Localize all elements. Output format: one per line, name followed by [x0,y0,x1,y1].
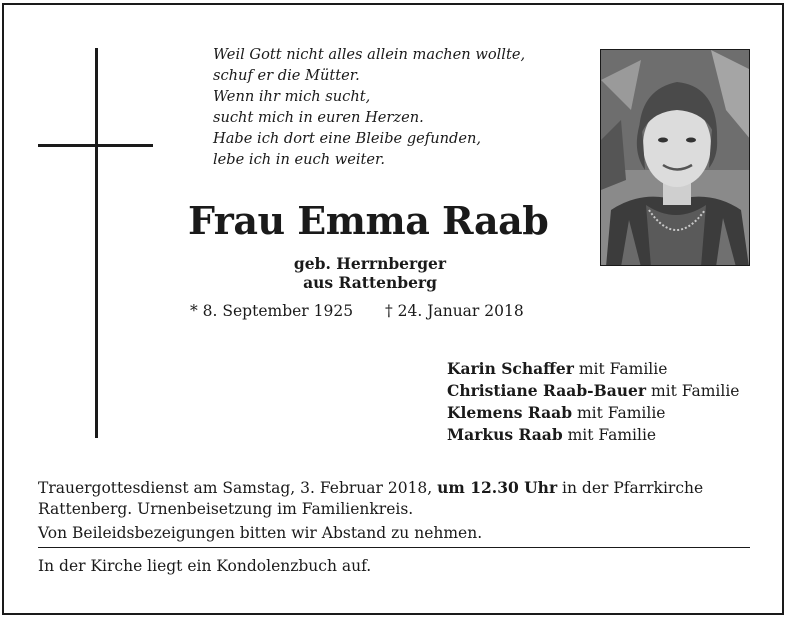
mourner-row [447,380,739,402]
origin: aus Rattenberg [303,273,437,292]
mourners-list [447,358,739,446]
mourner-row [447,358,739,380]
poem [213,44,593,170]
poem-line: Weil Gott nicht alles allein machen wollte, [213,46,526,63]
mourner-name: Klemens Raab [447,403,573,422]
cross-icon-vertical [95,48,98,438]
poem-line: schuf er die Mütter. [213,67,360,84]
mourner-name: Karin Schaffer [447,359,574,378]
cross-icon-horizontal [38,144,153,147]
mourner-name: Christiane Raab-Bauer [447,381,647,400]
divider [38,547,750,548]
poem-line: sucht mich in euren Herzen. [213,109,424,126]
service-text: Trauergottesdienst am Samstag, 3. Februar 2018, [38,479,438,497]
service-text: in der Pfarrkirche Rattenberg. Urnenbeisetzung im Familienkreis. [38,479,704,518]
mourner-suffix: mit Familie [562,426,657,444]
mourner-row [447,424,739,446]
condolence-request: Von Beileidsbezeigungen bitten wir Abstand zu nehmen. [38,524,483,542]
death-date: † 24. Januar 2018 [385,302,524,320]
service-details [38,477,758,520]
mourner-row [447,402,739,424]
condolence-book-note: In der Kirche liegt ein Kondolenzbuch auf. [38,557,372,575]
service-time: um 12.30 Uhr [437,478,558,497]
mourner-suffix: mit Familie [572,404,666,422]
poem-line: Habe ich dort eine Bleibe gefunden, [213,130,482,147]
mourner-suffix: mit Familie [573,360,668,378]
mourner-name: Markus Raab [447,425,563,444]
birth-name: geb. Herrnberger [293,254,447,273]
portrait-photo [600,49,750,266]
poem-line: lebe ich in euch weiter. [213,151,386,168]
service-notice [38,477,758,544]
birth-date: * 8. September 1925 [190,302,354,320]
mourner-suffix: mit Familie [646,382,740,400]
deceased-name: Frau Emma Raab [188,198,549,243]
poem-line: Wenn ihr mich sucht, [213,88,371,105]
